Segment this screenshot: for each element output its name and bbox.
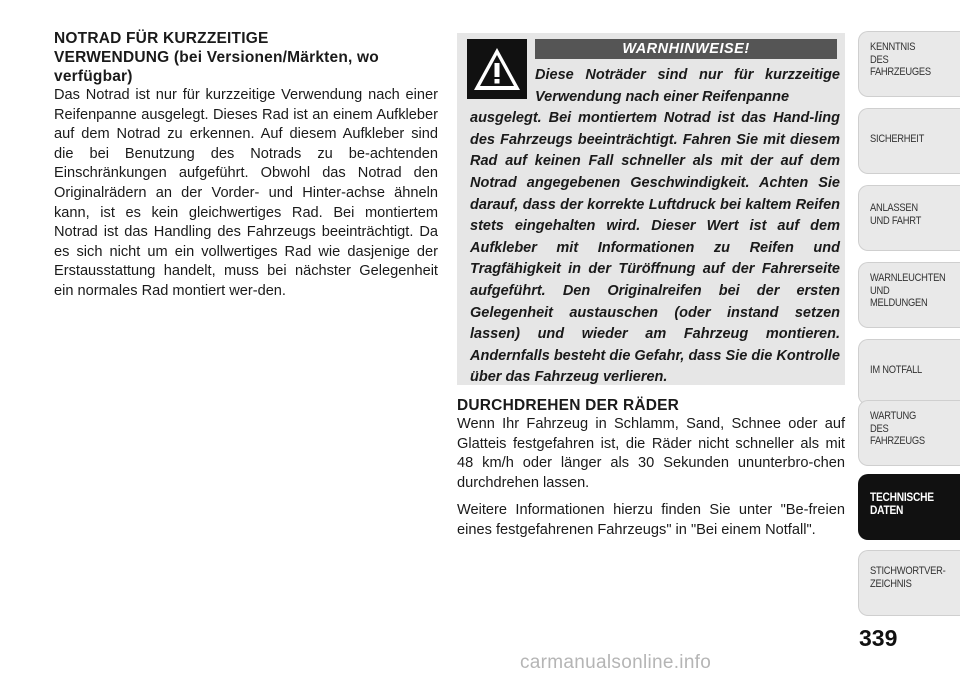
tab-label-sicherheit <box>870 133 924 146</box>
tab-technische-daten[interactable] <box>858 474 960 540</box>
section-heading-wheel-spin: DURCHDREHEN DER RÄDER <box>457 397 680 414</box>
tab-warnleuchten-line3: MELDUNGEN <box>870 297 928 309</box>
tab-label-warnleuchten <box>870 272 946 310</box>
page-number: 339 <box>859 625 898 651</box>
tab-stichwort-line1: STICHWORTVER- <box>870 565 946 577</box>
warning-text <box>470 65 840 389</box>
tab-technische-daten-line2: DATEN <box>870 502 904 517</box>
section-heading-spare-wheel <box>54 29 438 86</box>
tab-sicherheit-line1: SICHERHEIT <box>870 133 925 145</box>
warning-text-first: Diese Noträder sind nur für kurzzeitige Verwendung nach einer Reifenpanne <box>535 67 840 105</box>
heading-line-2: VERWENDUNG (bei Versionen/Märkten, wo verfügbar) <box>54 49 379 85</box>
warning-title: WARNHINWEISE! <box>535 39 837 59</box>
tab-stichwortverzeichnis[interactable] <box>858 550 960 616</box>
left-column <box>54 29 438 302</box>
tab-label-im-notfall <box>870 364 922 377</box>
tab-label-technische-daten <box>870 491 934 516</box>
tab-warnleuchten-line1: WARNLEUCHTEN <box>870 272 946 284</box>
tab-wartung[interactable] <box>858 400 960 466</box>
tab-label-anlassen <box>870 202 921 227</box>
tab-stichwort-line2: ZEICHNIS <box>870 577 912 590</box>
watermark: carmanualsonline.info <box>520 652 712 673</box>
tab-kenntnis[interactable] <box>858 31 960 97</box>
tab-technische-daten-line1: TECHNISCHE <box>870 490 934 504</box>
tab-anlassen-line2: UND FAHRT <box>870 214 922 227</box>
tab-kenntnis-line3: FAHRZEUGES <box>870 66 931 78</box>
spare-wheel-paragraph: Das Notrad ist nur für kurzzeitige Verwendung nach einer Reifenpanne ausgelegt. Dieses Rad ist an einem Aufkleber auf dem Notrad zu erkennen. Auf diesem Aufkleber sind die bei Benutzung des Notrads zu be-achtenden Einschränkungen aufgeführt. Obwohl das Notrad den Originalrädern an der Vorder- und Hinter-achse ähneln kann, ist es kein gleichwertiges Rad. Bei montiertem Notrad ist das Handling des Fahrzeugs beeinträchtigt. Da es sich nicht um ein vollwertiges Rad wie dasjenige der Erstausstattung handelt, muss bei nächster Gelegenheit ein normales Rad montiert wer-den. <box>54 87 438 299</box>
tab-sicherheit[interactable] <box>858 108 960 174</box>
right-column <box>457 396 845 549</box>
tab-im-notfall-line1: IM NOTFALL <box>870 364 923 376</box>
tab-warnleuchten-line2: UND <box>870 284 890 297</box>
wheel-spin-paragraph-1: Wenn Ihr Fahrzeug in Schlamm, Sand, Schnee oder auf Glatteis festgefahren ist, die Räder nicht schneller als mit 48 km/h oder länger als 30 Sekunden ununterbro-chen durchdrehen lassen. <box>457 416 845 491</box>
wheel-spin-paragraph-2: Weitere Informationen hierzu finden Sie unter "Be-freien eines festgefahrenen Fahrzeugs" in "Bei einem Notfall". <box>457 502 845 538</box>
tab-wartung-line2: DES <box>870 422 889 435</box>
tab-kenntnis-line2: DES <box>870 53 889 66</box>
warning-box <box>457 33 845 385</box>
tab-label-kenntnis <box>870 41 931 79</box>
tab-anlassen[interactable] <box>858 185 960 251</box>
tab-label-wartung <box>870 410 925 448</box>
tab-kenntnis-line1: KENNTNIS <box>870 41 916 53</box>
tab-wartung-line1: WARTUNG <box>870 410 917 422</box>
tab-anlassen-line1: ANLASSEN <box>870 202 918 214</box>
tab-label-stichwortverzeichnis <box>870 565 945 590</box>
tab-wartung-line3: FAHRZEUGS <box>870 435 925 447</box>
tab-warnleuchten[interactable] <box>858 262 960 328</box>
heading-line-1: NOTRAD FÜR KURZZEITIGE <box>54 30 269 47</box>
warning-text-rest: ausgelegt. Bei montiertem Notrad ist das Hand-ling des Fahrzeugs beeinträchtigt. Fahren Sie mit diesem Rad auf keinen Fall schneller als mit der auf dem Notrad angegebenen Geschwindigkeit. Achten Sie darauf, dass der korrekte Luftdruck bei kaltem Reifen stets eingehalten wird. Dieser Wert ist auf dem Aufkleber mit Informationen zu Reifen und Tragfähigkeit in der Türöffnung auf der Fahrerseite aufgeführt. Den Originalreifen bei der ersten Gelegenheit austauschen (oder instand setzen lassen) und wieder am Fahrzeug montieren. Andernfalls besteht die Gefahr, dass Sie die Kontrolle über das Fahrzeug verlieren. <box>470 110 840 386</box>
tab-im-notfall[interactable] <box>858 339 960 405</box>
